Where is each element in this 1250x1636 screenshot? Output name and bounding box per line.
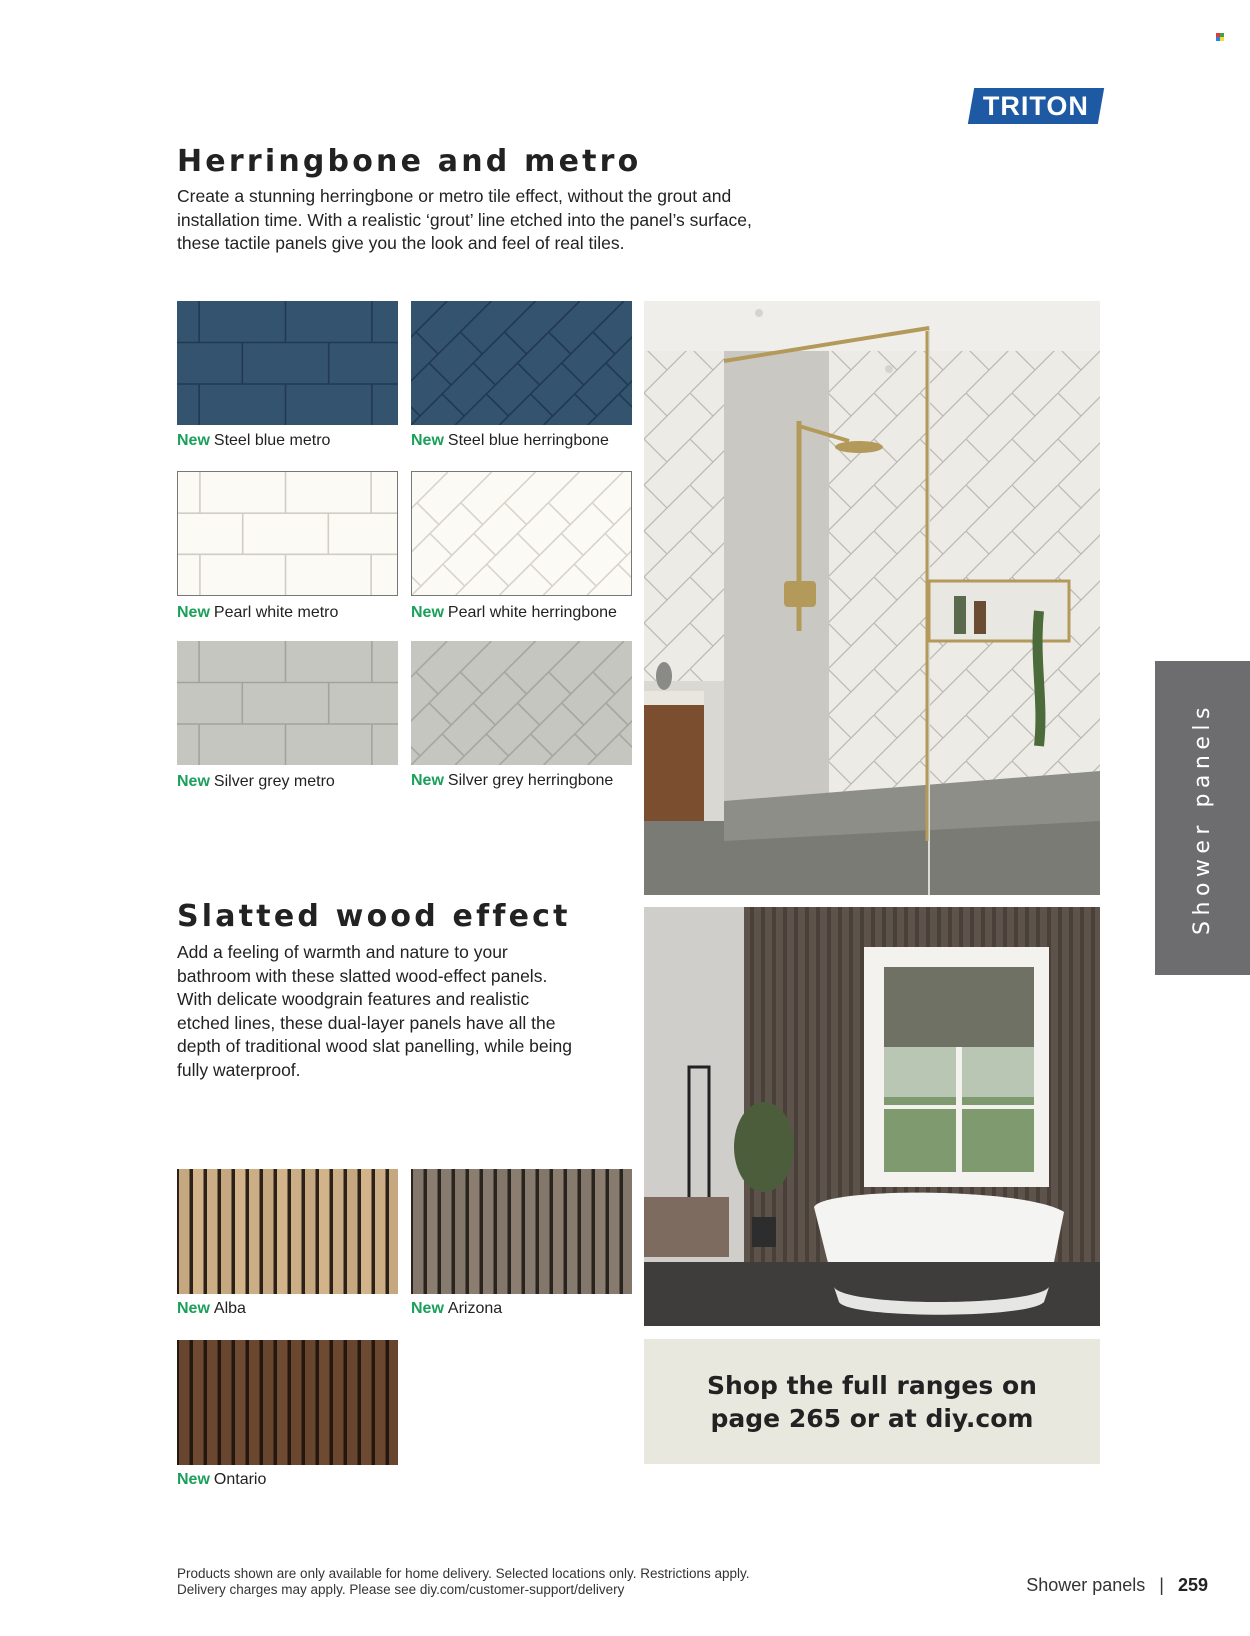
section-intro-herringbone (177, 185, 752, 256)
footer-separator: | (1159, 1575, 1164, 1595)
intro-line: depth of traditional wood slat panelling, while being (177, 1036, 572, 1056)
shop-callout-line: page 265 or at diy.com (710, 1403, 1034, 1433)
side-tab-label: Shower panels (1190, 701, 1215, 935)
wood-slat-pattern (177, 1169, 398, 1294)
herringbone-tile-pattern (411, 301, 632, 425)
herringbone-tile-pattern (412, 472, 631, 595)
intro-line: etched lines, these dual-layer panels have all the (177, 1012, 556, 1033)
swatch-steel-blue-metro (177, 301, 398, 425)
footnote-line: Delivery charges may apply. Please see diy.com/customer-support/delivery (177, 1582, 625, 1597)
page-number: 259 (1177, 1575, 1208, 1595)
intro-line: Add a feeling of warmth and nature to your (177, 942, 508, 962)
caption-pearl-white-metro: New Pearl white metro (177, 604, 339, 621)
caption-silver-grey-metro: New Silver grey metro (177, 773, 335, 790)
wood-slat-pattern (411, 1169, 632, 1294)
bathroom-slatted-wall-photo (644, 907, 1100, 1326)
caption-steel-blue-herringbone: New Steel blue herringbone (411, 432, 609, 449)
caption-steel-blue-metro: New Steel blue metro (177, 432, 331, 449)
intro-line: these tactile panels give you the look and feel of real tiles. (177, 233, 625, 253)
metro-tile-pattern (178, 472, 397, 595)
corner-color-mark-icon (1216, 33, 1225, 42)
delivery-footnote (177, 1566, 750, 1598)
intro-line: installation time. With a realistic ‘grout’ line etched into the panel’s surface, (177, 209, 752, 230)
metro-tile-pattern (177, 641, 398, 765)
intro-line: fully waterproof. (177, 1059, 301, 1080)
footnote-line: Products shown are only available for home delivery. Selected locations only. Restrictions apply. (177, 1566, 750, 1581)
intro-line: Create a stunning herringbone or metro tile effect, without the grout and (177, 186, 732, 206)
caption-arizona: New Arizona (411, 1300, 503, 1317)
section-title-slatted-wood: Slatted wood effect (177, 899, 571, 934)
shop-callout-line: Shop the full ranges on (707, 1370, 1037, 1400)
intro-line: bathroom with these slatted wood-effect panels. (177, 965, 548, 986)
caption-pearl-white-herringbone: New Pearl white herringbone (411, 604, 617, 621)
triton-logo: TRITON (968, 88, 1104, 124)
swatch-alba-wood (177, 1169, 398, 1294)
swatch-silver-grey-metro (177, 641, 398, 765)
section-title-herringbone: Herringbone and metro (177, 144, 642, 179)
herringbone-tile-pattern (411, 641, 632, 765)
caption-silver-grey-herringbone: New Silver grey herringbone (411, 772, 614, 789)
shop-full-range-callout (644, 1339, 1100, 1464)
caption-ontario: New Ontario (177, 1471, 267, 1488)
swatch-silver-grey-herringbone (411, 641, 632, 765)
footer-section-label: Shower panels (1026, 1575, 1146, 1595)
caption-alba: New Alba (177, 1300, 246, 1317)
swatch-ontario-wood (177, 1340, 398, 1465)
shower-room-photo (644, 301, 1100, 895)
section-side-tab[interactable] (1155, 661, 1250, 975)
section-intro-slatted-wood (177, 941, 572, 1082)
metro-tile-pattern (177, 301, 398, 425)
swatch-steel-blue-herringbone (411, 301, 632, 425)
swatch-pearl-white-herringbone (411, 471, 632, 596)
swatch-pearl-white-metro (177, 471, 398, 596)
swatch-arizona-wood (411, 1169, 632, 1294)
intro-line: With delicate woodgrain features and realistic (177, 989, 530, 1009)
page-footer (1026, 1575, 1208, 1596)
wood-slat-pattern (177, 1340, 398, 1465)
